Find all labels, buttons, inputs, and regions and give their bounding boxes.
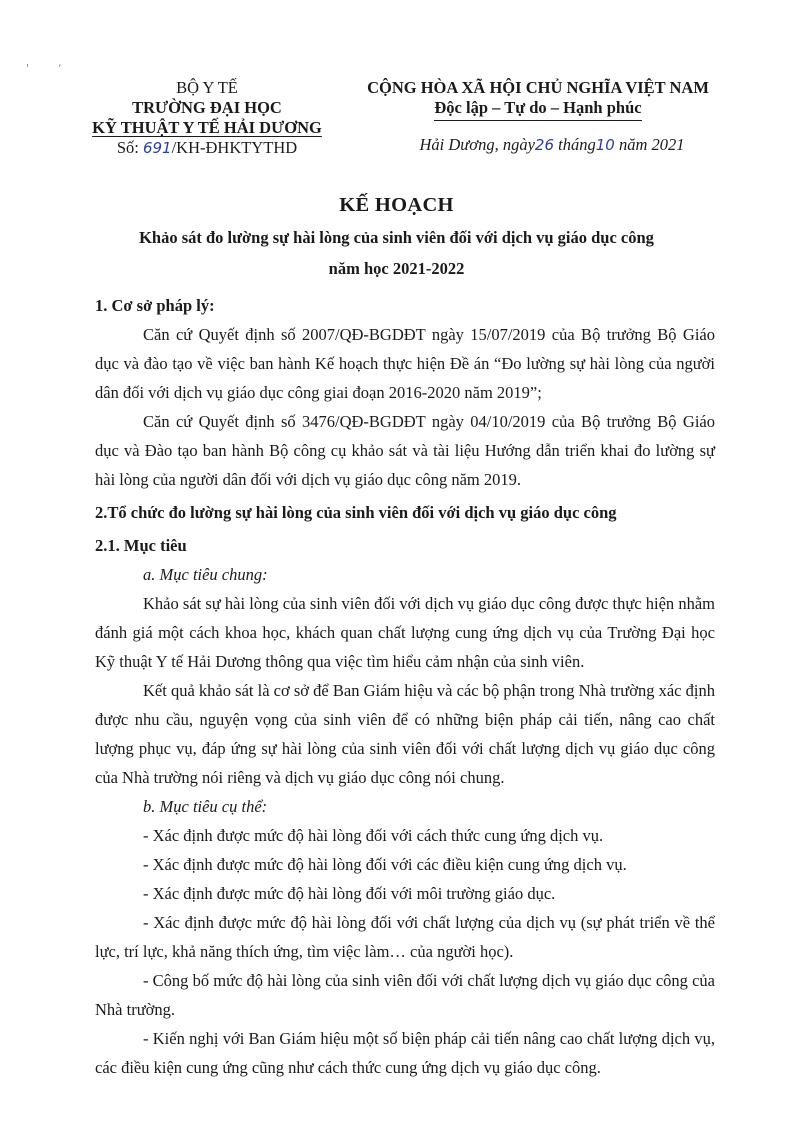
national-header	[348, 78, 728, 155]
national-motto: Độc lập – Tự do – Hạnh phúc	[434, 98, 641, 121]
handwritten-day: 26	[534, 136, 555, 154]
subsection-b-heading: b. Mục tiêu cụ thể:	[143, 797, 268, 816]
date-year: năm 2021	[618, 135, 685, 154]
handwritten-month: 10	[595, 136, 615, 154]
school-name-line2: KỸ THUẬT Y TẾ HẢI DƯƠNG	[92, 118, 322, 137]
document-subtitle: Khảo sát đo lường sự hài lòng của sinh viên đối với dịch vụ giáo dục công	[139, 228, 654, 247]
document-number	[72, 138, 342, 158]
ministry-name: BỘ Y TẾ	[176, 78, 238, 97]
date-place: Hải Dương, ngày	[419, 135, 535, 154]
school-name-line1: TRƯỜNG ĐẠI HỌC	[132, 98, 282, 117]
document-date	[348, 135, 728, 155]
list-item: - Xác định được mức độ hài lòng đối với các điều kiện cung ứng dịch vụ.	[143, 855, 627, 874]
paragraph: Kết quả khảo sát là cơ sở để Ban Giám hiệu và các bộ phận trong Nhà trường xác định được nhu cầu, nguyện vọng của sinh viên để có những biện pháp cải tiến, nâng cao chất lượng phục vụ, đáp ứng sự hài lòng của sinh viên đối với chất lượng dịch vụ giáo dục công của Nhà trường nói riêng và dịch vụ giáo dục công nói chung.	[95, 681, 715, 787]
number-prefix: Số:	[116, 138, 143, 157]
scan-mark: ,	[58, 56, 62, 69]
paragraph: Khảo sát sự hài lòng của sinh viên đối với dịch vụ giáo dục công được thực hiện nhằm đánh giá một cách khoa học, khách quan chất lượng cung ứng dịch vụ của Trường Đại học Kỹ thuật Y tế Hải Dương thông qua việc tìm hiểu cảm nhận của sinh viên.	[95, 594, 715, 671]
list-item: - Xác định được mức độ hài lòng đối với môi trường giáo dục.	[143, 884, 556, 903]
issuer-block	[72, 78, 342, 158]
list-item: - Xác định được mức độ hài lòng đối với cách thức cung ứng dịch vụ.	[143, 826, 604, 845]
list-item: - Xác định được mức độ hài lòng đối với chất lượng của dịch vụ (sự phát triển về thể lực, trí lực, khả năng thích ứng, tìm việc làm… của người học).	[95, 913, 715, 961]
list-item: - Kiến nghị với Ban Giám hiệu một số biện pháp cải tiến nâng cao chất lượng dịch vụ, các điều kiện cung ứng cũng như cách thức cung ứng dịch vụ giáo dục công.	[95, 1029, 715, 1077]
number-suffix: /KH-ĐHKTYTHD	[171, 138, 298, 157]
section-2-heading: 2.Tổ chức đo lường sự hài lòng của sinh viên đối với dịch vụ giáo dục công	[95, 503, 617, 522]
date-month-label: tháng	[558, 135, 596, 154]
document-subtitle-year: năm học 2021-2022	[328, 259, 465, 278]
subsection-a-heading: a. Mục tiêu chung:	[143, 565, 268, 584]
paragraph: Căn cứ Quyết định số 3476/QĐ-BGDĐT ngày 04/10/2019 của Bộ trưởng Bộ Giáo dục và Đào tạo ban hành Bộ công cụ khảo sát và tài liệu Hướng dẫn triển khai đo lường sự hài lòng của người dân đối với dịch vụ giáo dục công năm 2019.	[95, 412, 715, 489]
handwritten-number: 691	[142, 139, 172, 157]
section-2-1-heading: 2.1. Mục tiêu	[95, 536, 187, 555]
country-name: CỘNG HÒA XÃ HỘI CHỦ NGHĨA VIỆT NAM	[367, 78, 709, 97]
paragraph: Căn cứ Quyết định số 2007/QĐ-BGDĐT ngày 15/07/2019 của Bộ trưởng Bộ Giáo dục và đào tạo về việc ban hành Kế hoạch thực hiện Đề án “Đo lường sự hài lòng của người dân đối với dịch vụ giáo dục công giai đoạn 2016-2020 năm 2019”;	[95, 325, 715, 402]
document-title: KẾ HOẠCH	[339, 194, 454, 216]
document-body	[95, 291, 715, 1082]
list-item: - Công bố mức độ hài lòng của sinh viên đối với chất lượng dịch vụ giáo dục công của Nhà trường.	[95, 971, 715, 1019]
scan-mark: '	[26, 62, 30, 75]
section-1-heading: 1. Cơ sở pháp lý:	[95, 296, 215, 315]
